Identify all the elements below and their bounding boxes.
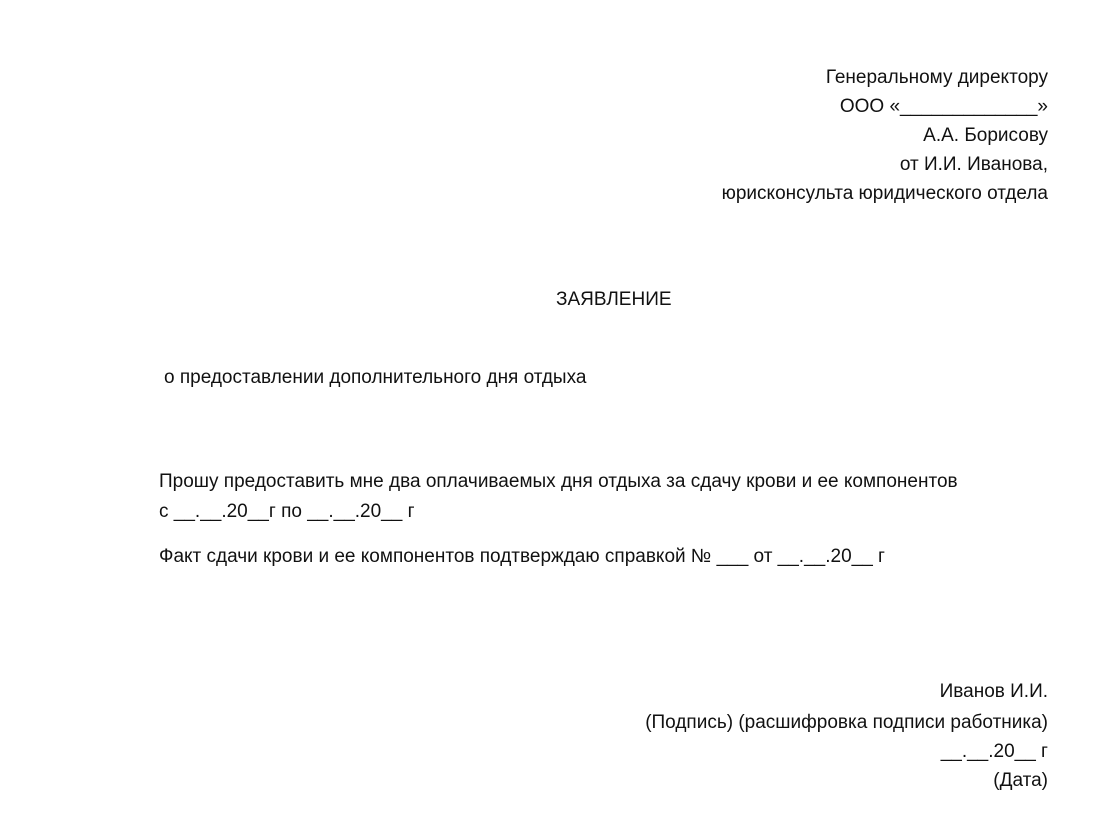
sender-name: от И.И. Иванова,	[899, 154, 1048, 175]
signature-caption: (Подпись) (расшифровка подписи работника)	[645, 712, 1048, 733]
signature-date-caption: (Дата)	[993, 770, 1048, 791]
sender-position: юрисконсульта юридического отдела	[721, 183, 1048, 204]
document-subject: о предоставлении дополнительного дня отдыха	[164, 367, 587, 388]
addressee-position: Генеральному директору	[825, 67, 1048, 88]
addressee-company: ООО «_____________»	[839, 96, 1048, 117]
body-certificate-line: Факт сдачи крови и ее компонентов подтверждаю справкой № ___ от __.__.20__ г	[159, 546, 885, 567]
body-dates-line: с __.__.20__г по __.__.20__ г	[159, 501, 415, 522]
signer-name: Иванов И.И.	[939, 681, 1048, 702]
document-title: ЗАЯВЛЕНИЕ	[556, 289, 672, 310]
addressee-name: А.А. Борисову	[923, 125, 1048, 146]
signature-date: __.__.20__ г	[940, 741, 1048, 762]
body-request-line: Прошу предоставить мне два оплачиваемых дня отдыха за сдачу крови и ее компонентов	[159, 471, 958, 492]
